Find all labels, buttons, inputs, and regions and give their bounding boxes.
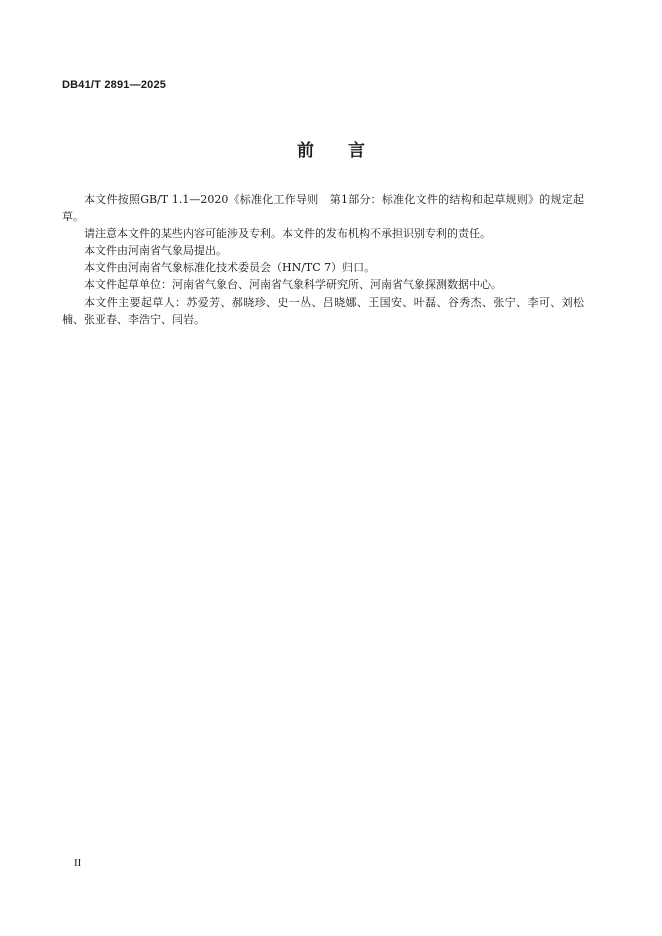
page-title bbox=[0, 136, 662, 161]
title-char-2: 言 bbox=[348, 141, 365, 161]
title-char-1: 前 bbox=[297, 141, 314, 161]
paragraph-proposer: 本文件由河南省气象局提出。 bbox=[84, 244, 227, 258]
page-number: II bbox=[74, 857, 82, 869]
paragraph-patent-notice: 请注意本文件的某些内容可能涉及专利。本文件的发布机构不承担识别专利的责任。 bbox=[84, 227, 491, 241]
paragraph-drafters: 本文件主要起草人：苏爱芳、郝晓珍、史一丛、吕晓娜、王国安、叶磊、谷秀杰、张宁、李可、刘松楠、张亚春、李浩宁、闫岩。 bbox=[62, 295, 584, 326]
paragraph-administrator: 本文件由河南省气象标准化技术委员会（HN/TC 7）归口。 bbox=[84, 261, 376, 275]
foreword-body bbox=[62, 191, 584, 328]
document-id: DB41/T 2891—2025 bbox=[62, 79, 167, 91]
paragraph-drafting-basis: 本文件按照GB/T 1.1—2020《标准化工作导则 第1部分：标准化文件的结构和起草规则》的规定起草。 bbox=[62, 193, 584, 224]
paragraph-drafting-units: 本文件起草单位：河南省气象台、河南省气象科学研究所、河南省气象探测数据中心。 bbox=[84, 278, 502, 292]
